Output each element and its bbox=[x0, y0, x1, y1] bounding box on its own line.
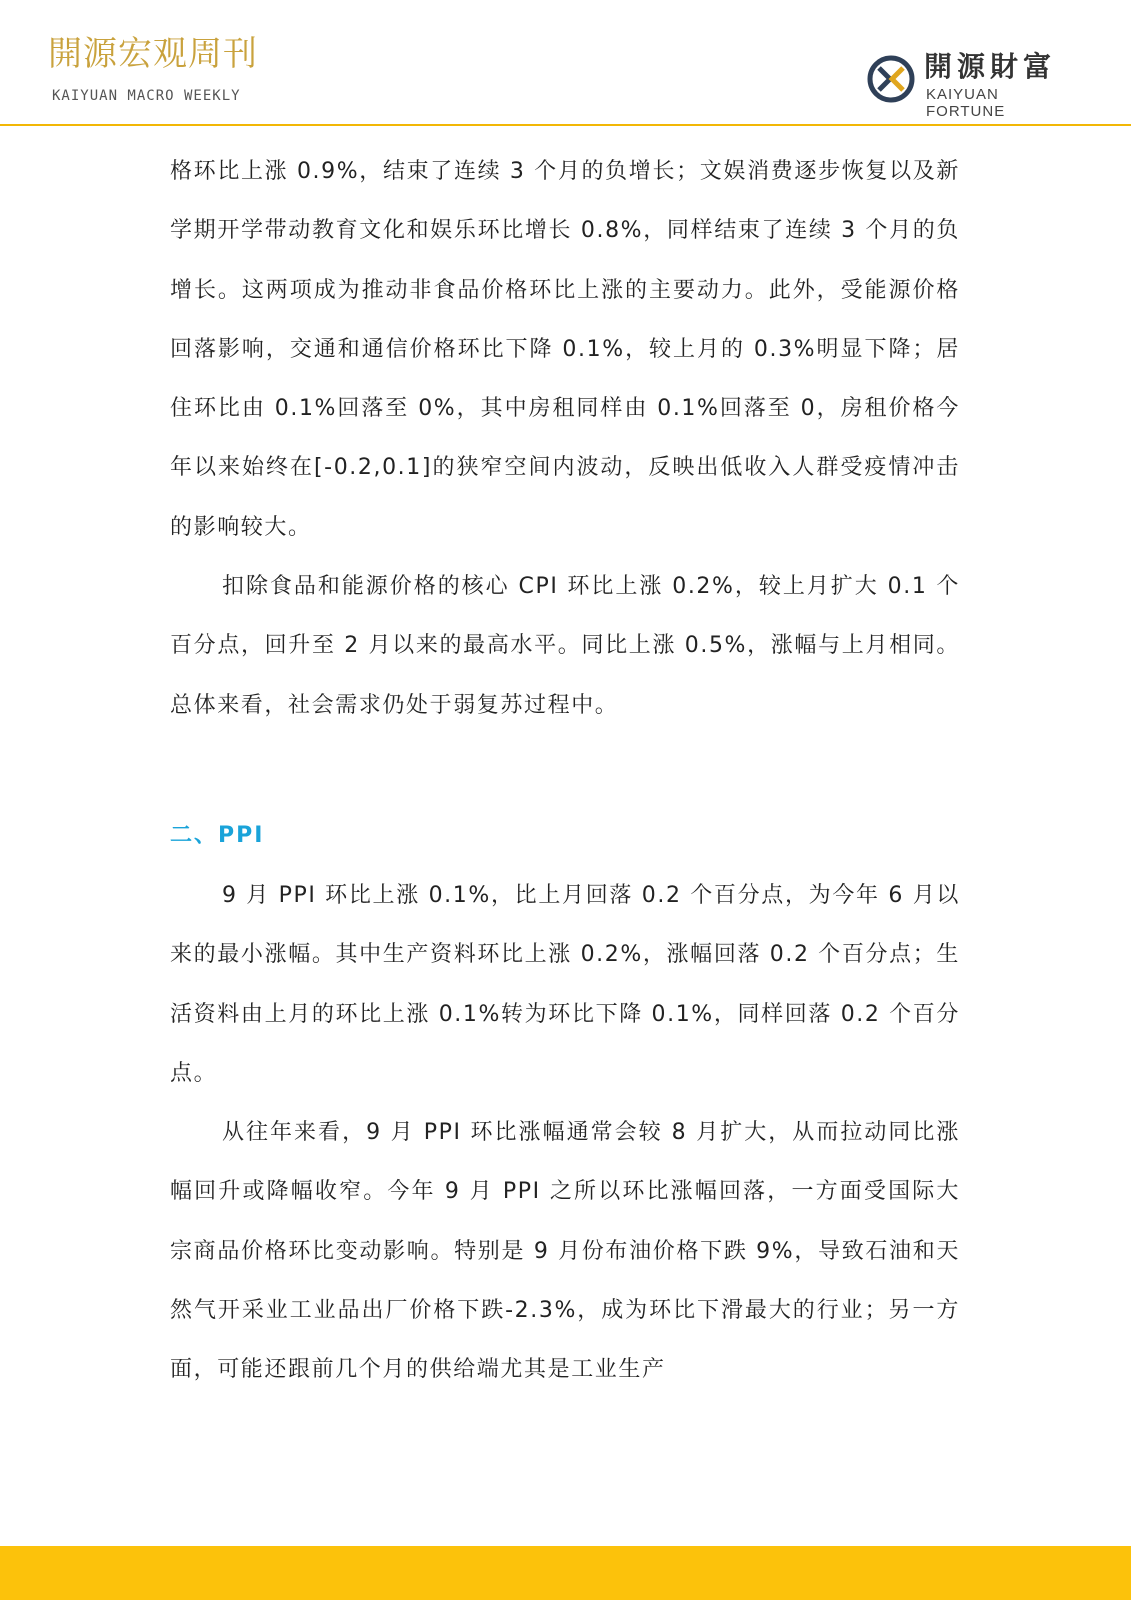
page-header bbox=[0, 0, 1131, 126]
logo-name-cn: 開源財富 bbox=[924, 50, 1057, 83]
company-logo bbox=[866, 50, 1080, 120]
header-divider bbox=[0, 124, 1131, 126]
body-paragraph: 9 月 PPI 环比上涨 0.1%，比上月回落 0.2 个百分点，为今年 6 月以来的最小涨幅。其中生产资料环比上涨 0.2%，涨幅回落 0.2 个百分点；生活资料由上月的环比上涨 0.1%转为环比下降 0.1%，同样回落 0.2 个百分点。 bbox=[170, 882, 960, 1086]
body-paragraph: 格环比上涨 0.9%，结束了连续 3 个月的负增长；文娱消费逐步恢复以及新学期开学带动教育文化和娱乐环比增长 0.8%，同样结束了连续 3 个月的负增长。这两项成为推动非食品价格环比上涨的主要动力。此外，受能源价格回落影响，交通和通信价格环比下降 0.1%，较上月的 0.3%明显下降；居住环比由 0.1%回落至 0%，其中房租同样由 0.1%回落至 0，房租价格今年以来始终在[-0.2,0.1]的狭窄空间内波动，反映出低收入人群受疫情冲击的影响较大。 bbox=[170, 159, 960, 540]
kaiyuan-logo-icon bbox=[866, 54, 916, 104]
publication-title: 開源宏观周刊 bbox=[48, 34, 258, 74]
body-paragraph: 从往年来看，9 月 PPI 环比涨幅通常会较 8 月扩大，从而拉动同比涨幅回升或降幅收窄。今年 9 月 PPI 之所以环比涨幅回落，一方面受国际大宗商品价格环比变动影响。特别是 9 月份布油价格下跌 9%，导致石油和天然气开采业工业品出厂价格下跌-2.3%，成为环比下滑最大的行业；另一方面，可能还跟前几个月的供给端尤其是工业生产 bbox=[170, 1120, 960, 1383]
publication-subtitle: KAIYUAN MACRO WEEKLY bbox=[52, 88, 241, 104]
logo-name-en: KAIYUAN FORTUNE bbox=[926, 86, 1006, 120]
footer-bar bbox=[0, 1546, 1131, 1600]
section-heading-ppi: 二、PPI bbox=[170, 822, 265, 848]
body-paragraph: 扣除食品和能源价格的核心 CPI 环比上涨 0.2%，较上月扩大 0.1 个百分点，回升至 2 月以来的最高水平。同比上涨 0.5%，涨幅与上月相同。总体来看，社会需求仍处于弱复苏过程中。 bbox=[170, 574, 960, 718]
article-body bbox=[170, 142, 960, 1400]
